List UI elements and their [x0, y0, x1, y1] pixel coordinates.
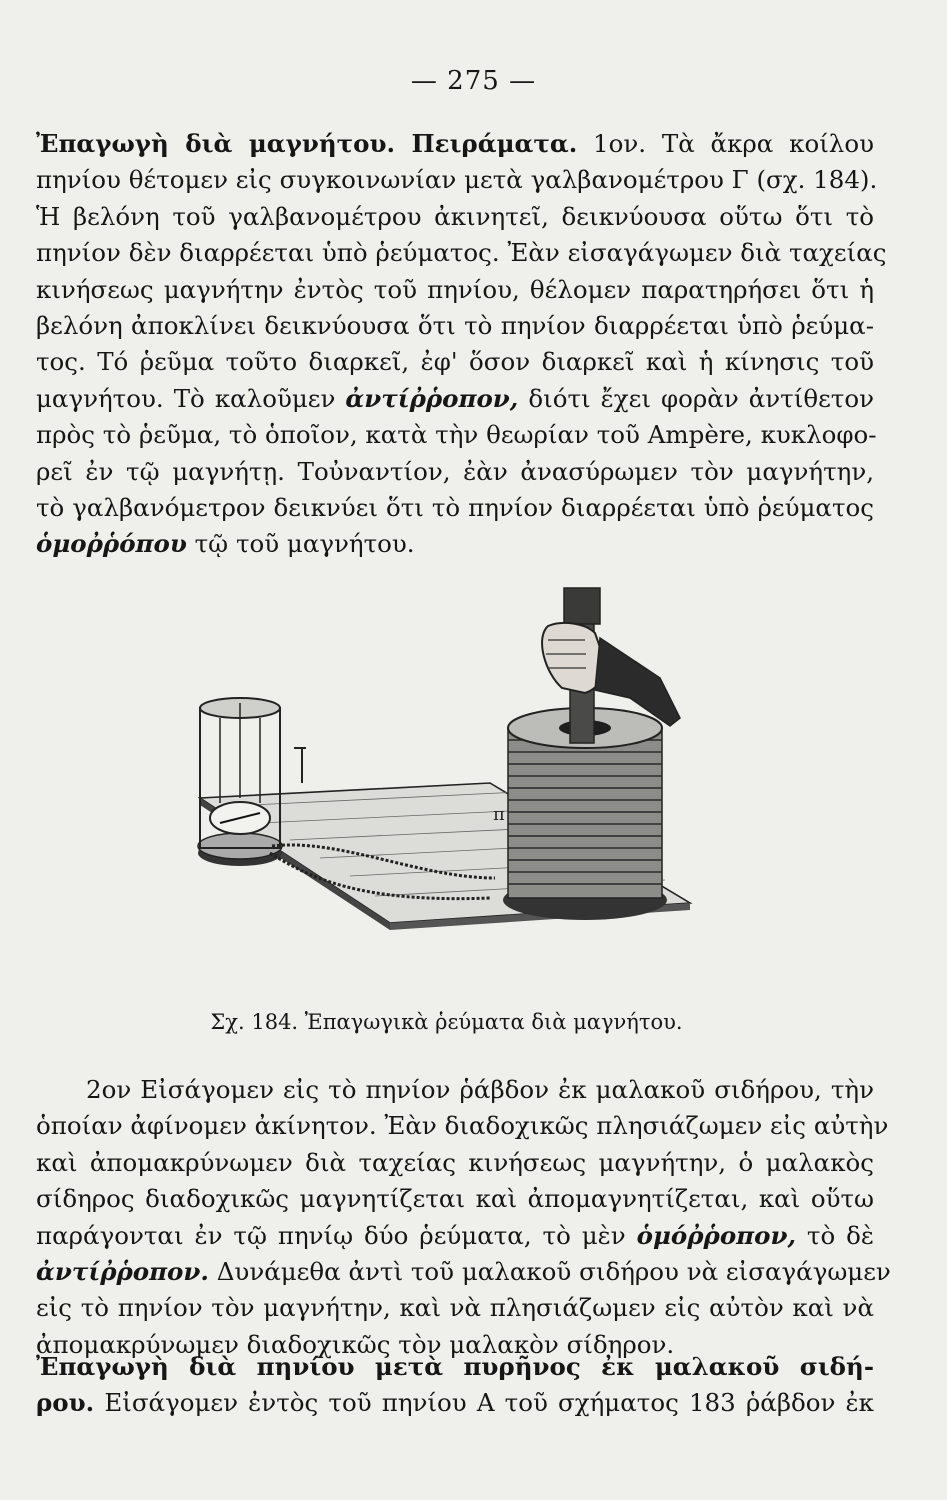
text-line: τος. Τό ῥεῦμα τοῦτο διαρκεῖ, ἐφ' ὅσον διαρκεῖ καὶ ἡ κίνησις τοῦ: [36, 347, 874, 377]
text-line: πηνίον δὲν διαρρέεται ὑπὸ ῥεύματος. Ἐὰν εἰσαγάγωμεν διὰ ταχείας: [36, 238, 887, 268]
text-line: βελόνη ἀποκλίνει δεικνύουσα ὅτι τὸ πηνίον διαρρέεται ὑπὸ ῥεύμα-: [36, 310, 874, 340]
text-line: παράγονται ἐν τῷ πηνίῳ δύο ῥεύματα, τὸ μὲν ὁμόῤῥοπον, τὸ δὲ: [36, 1220, 874, 1250]
text-line: Ἡ βελόνη τοῦ γαλβανομέτρου ἀκινητεῖ, δεικνύουσα οὕτω ὅτι τὸ: [36, 201, 874, 231]
text-line: ἀντίῤῥοπον. Δυνάμεθα ἀντὶ τοῦ μαλακοῦ σιδήρου νὰ εἰσαγάγωμεν: [36, 1256, 891, 1286]
text-line: ρου. Εἰσάγομεν ἐντὸς τοῦ πηνίου Α τοῦ σχήματος 183 ῥάβδον ἐκ: [36, 1388, 874, 1418]
term-omorropou: ὁμοῤῥόπου: [36, 529, 187, 559]
text-line: σίδηρος διαδοχικῶς μαγνητίζεται καὶ ἀπομαγνητίζεται, καὶ οὕτω: [36, 1184, 874, 1214]
text-line: 2ον Εἰσάγομεν εἰς τὸ πηνίον ῥάβδον ἐκ μαλακοῦ σιδήρου, τὴν: [86, 1075, 874, 1104]
text-line: ἀπομακρύνωμεν διαδοχικῶς τὸν μαλακὸν σίδηρον.: [36, 1329, 675, 1359]
section-soft-iron: [36, 1072, 891, 1363]
figure-caption: Σχ. 184. Ἐπαγωγικὰ ῥεύματα διὰ μαγνήτου.: [210, 1010, 683, 1034]
page-number: — 275 —: [410, 66, 537, 96]
term-antirropon: ἀντίῤῥοπον,: [345, 383, 519, 413]
text-line: πηνίου θέτομεν εἰς συγκοινωνίαν μετὰ γαλβανομέτρου Γ (σχ. 184).: [36, 165, 878, 195]
text-line: τὸ γαλβανόμετρον δεικνύει ὅτι τὸ πηνίον διαρρέεται ὑπὸ ῥεύματος: [36, 492, 874, 522]
section-heading: Ἐπαγωγὴ διὰ μαγνήτου. Πειράματα.: [36, 129, 578, 158]
section-coil-induction: [36, 1349, 874, 1422]
text-line: ὁποίαν ἀφίνομεν ἀκίνητον. Ἐὰν διαδοχικῶς πλησιάζωμεν εἰς αὐτὴν: [36, 1111, 889, 1141]
term-antirropon: ἀντίῤῥοπον.: [36, 1256, 209, 1286]
text-line: μαγνήτου. Τὸ καλοῦμεν ἀντίῤῥοπον, διότι ἔχει φορὰν ἀντίθετον: [36, 383, 874, 413]
text-line: πρὸς τὸ ῥεῦμα, τὸ ὁποῖον, κατὰ τὴν θεωρίαν τοῦ Ampère, κυκλοφο-: [36, 420, 877, 450]
figure-label: π: [493, 804, 505, 825]
text-line: καὶ ἀπομακρύνωμεν διὰ ταχείας κινήσεως μαγνήτην, ὁ μαλακὸς: [36, 1147, 874, 1177]
section-heading: Ἐπαγωγὴ διὰ πηνίου μετὰ πυρῆνος ἐκ μαλακοῦ σιδή-: [36, 1352, 874, 1381]
induction-apparatus-illustration: [190, 578, 710, 1008]
section-magnet-induction: [36, 126, 887, 563]
text-line: κινήσεως μαγνήτην ἐντὸς τοῦ πηνίου, θέλομεν παρατηρήσει ὅτι ἡ: [36, 274, 874, 304]
text-line: Ἐπαγωγὴ διὰ μαγνήτου. Πειράματα. 1ον. Τὰ ἄκρα κοίλου: [36, 129, 874, 158]
term-omorropon: ὁμόῤῥοπον,: [636, 1220, 796, 1250]
text-line: ρεῖ ἐν τῷ μαγνήτῃ. Τοὐναντίον, ἐὰν ἀνασύρωμεν τὸν μαγνήτην,: [36, 456, 874, 486]
text-line: εἰς τὸ πηνίον τὸν μαγνήτην, καὶ νὰ πλησιάζωμεν εἰς αὐτὸν καὶ νὰ: [36, 1293, 874, 1323]
text-line: ὁμοῤῥόπου τῷ τοῦ μαγνήτου.: [36, 529, 415, 559]
